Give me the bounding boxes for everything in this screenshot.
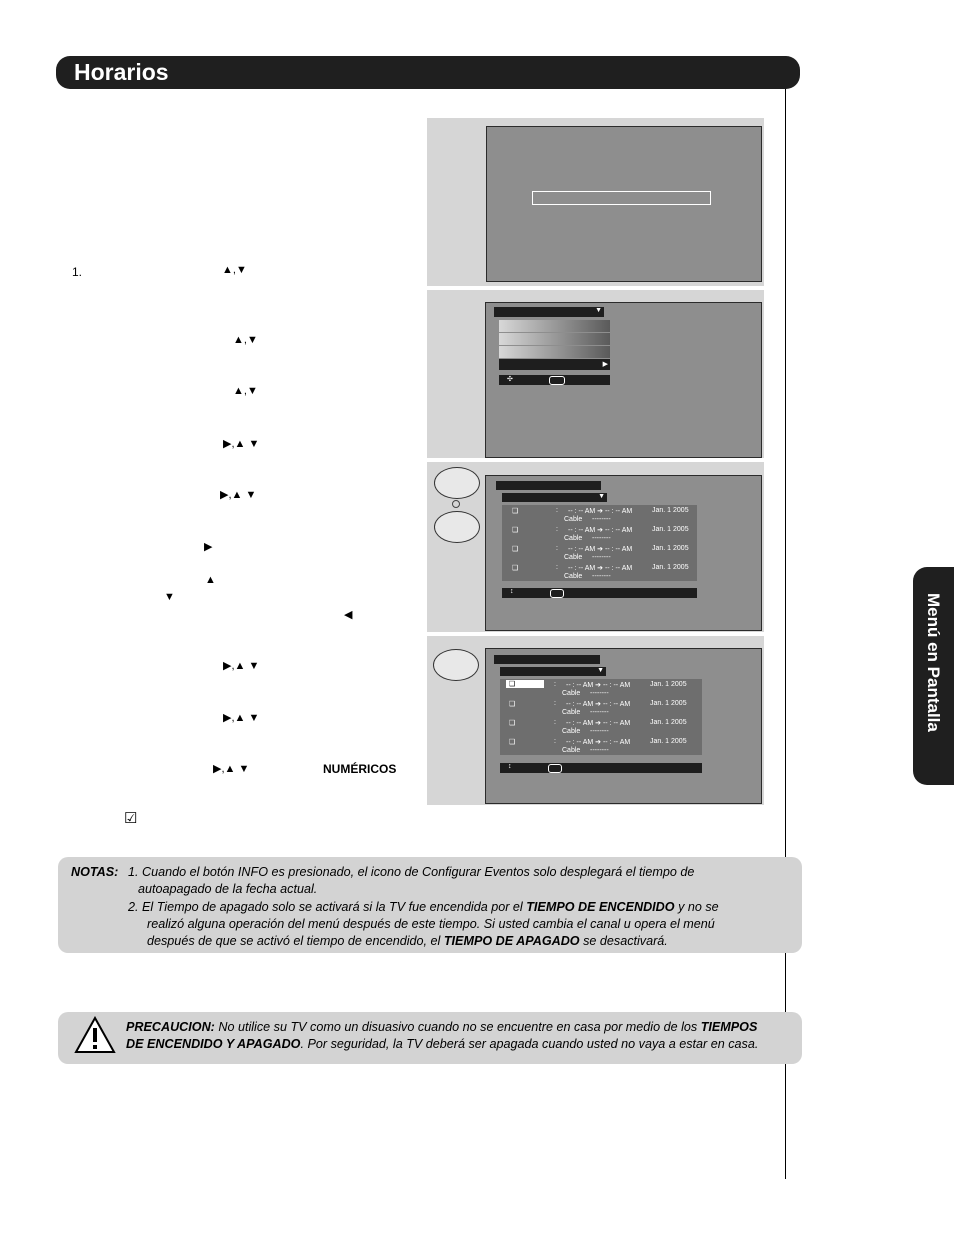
right-up-down-arrows-3: ▶,▲ ▼ <box>223 660 260 672</box>
screen-footer-bar <box>502 588 697 598</box>
screen-panel-4 <box>427 636 764 805</box>
chevron-down-icon: ▼ <box>597 667 604 674</box>
left-arrow-1: ◀ <box>344 609 353 621</box>
event-list <box>500 679 702 755</box>
checkbox-empty-icon: ❑ <box>512 508 519 515</box>
numericos-label: NUMÉRICOS <box>323 762 397 776</box>
chevron-down-icon: ▼ <box>598 493 605 500</box>
right-up-down-arrows-1: ▶,▲ ▼ <box>223 438 260 450</box>
menu-item-4-selected[interactable] <box>499 359 610 370</box>
or-separator-icon <box>452 500 460 508</box>
list-item[interactable]: ❑ : -- : -- AM ➔ -- : -- AM Jan. 1 2005 Cable -------- <box>509 719 687 735</box>
checkbox-empty-icon: ❑ <box>509 720 516 727</box>
up-down-icon: ↕ <box>508 763 512 770</box>
right-up-down-arrows-2: ▶,▲ ▼ <box>220 489 257 501</box>
event-list <box>502 505 697 581</box>
caution-line-2: DE ENCENDIDO Y APAGADO. Por seguridad, la TV deberá ser apagada cuando usted no vaya a estar en casa. <box>126 1037 759 1051</box>
checkbox-empty-icon: ❑ <box>512 546 519 553</box>
list-item[interactable]: ❑ : -- : -- AM ➔ -- : -- AM Jan. 1 2005 Cable -------- <box>512 564 689 580</box>
page-header-banner <box>56 56 800 89</box>
note-2-line-1: 2. El Tiempo de apagado solo se activará si la TV fue encendida por el TIEMPO DE ENCENDIDO y no se <box>128 900 719 914</box>
up-down-arrows-3: ▲,▼ <box>233 385 258 397</box>
screen-footer-bar <box>500 763 702 773</box>
checkbox-empty-icon: ❑ <box>509 681 516 688</box>
menu-header-bar <box>494 307 604 317</box>
page-title: Horarios <box>74 59 169 85</box>
dropdown-bar <box>502 493 607 502</box>
down-arrow-1: ▼ <box>164 591 175 603</box>
screen-title-bar <box>494 655 600 664</box>
screen-panel-3 <box>427 462 764 632</box>
list-item[interactable]: ❑ : -- : -- AM ➔ -- : -- AM Jan. 1 2005 Cable -------- <box>509 738 687 754</box>
list-item[interactable]: ❑ : -- : -- AM ➔ -- : -- AM Jan. 1 2005 Cable -------- <box>512 507 689 523</box>
note-1-line-1: 1. Cuando el botón INFO es presionado, el icono de Configurar Eventos solo desplegará el tiempo de <box>128 865 695 879</box>
chevron-right-icon: ▶ <box>602 361 608 368</box>
button-icon <box>550 589 564 598</box>
button-icon <box>548 764 562 773</box>
side-tab-label: Menú en Pantalla <box>924 593 943 732</box>
note-2-line-2: realizó alguna operación del menú después de este tiempo. Si usted cambia el canal u opera el menú <box>147 917 715 931</box>
nav-arrows-icon: ✣ <box>507 376 513 383</box>
tv-screen-1 <box>486 126 762 282</box>
screen-panel-1 <box>427 118 764 286</box>
note-1-line-2: autoapagado de la fecha actual. <box>138 882 318 896</box>
menu-footer-bar <box>499 375 610 385</box>
checkbox-empty-icon: ❑ <box>512 565 519 572</box>
checkbox-icon: ☑ <box>124 810 138 827</box>
remote-select-button-icon <box>434 467 480 499</box>
checkbox-empty-icon: ❑ <box>509 701 516 708</box>
caution-line-1: PRECAUCION: No utilice su TV como un disuasivo cuando no se encuentre en casa por medio de los TIEMPOS <box>126 1020 758 1034</box>
remote-right-button-icon <box>434 511 480 543</box>
right-up-down-arrows-4: ▶,▲ ▼ <box>223 712 260 724</box>
right-up-down-arrows-5: ▶,▲ ▼ <box>213 763 250 775</box>
tv-screen-4 <box>485 648 762 804</box>
notes-box <box>58 857 802 953</box>
notes-label: NOTAS: <box>71 865 119 879</box>
tv-screen-2 <box>485 302 762 458</box>
menu-item-3[interactable] <box>499 346 610 358</box>
up-down-arrows-1: ▲,▼ <box>222 264 247 276</box>
selection-box <box>532 191 711 205</box>
note-2-line-3: después de que se activó el tiempo de encendido, el TIEMPO DE APAGADO se desactivará. <box>147 934 668 948</box>
step-1-number: 1. <box>72 265 83 279</box>
list-item[interactable]: ❑ : -- : -- AM ➔ -- : -- AM Jan. 1 2005 Cable -------- <box>512 545 689 561</box>
menu-item-2[interactable] <box>499 333 610 345</box>
checkbox-empty-icon: ❑ <box>509 739 516 746</box>
caution-box <box>58 1012 802 1064</box>
up-down-icon: ↕ <box>510 588 514 595</box>
up-down-arrows-2: ▲,▼ <box>233 334 258 346</box>
checkbox-empty-icon: ❑ <box>512 527 519 534</box>
button-icon <box>549 376 565 385</box>
tv-screen-3 <box>485 475 762 631</box>
list-item-selected[interactable]: ❑ : -- : -- AM ➔ -- : -- AM Jan. 1 2005 Cable -------- <box>500 679 702 698</box>
remote-down-button-icon <box>433 649 479 681</box>
right-arrow-1: ▶ <box>204 541 213 553</box>
list-item[interactable]: ❑ : -- : -- AM ➔ -- : -- AM Jan. 1 2005 Cable -------- <box>509 700 687 716</box>
menu-item-1[interactable] <box>499 320 610 332</box>
side-section-tab <box>913 567 954 785</box>
dropdown-bar <box>500 667 606 676</box>
list-item[interactable]: ❑ : -- : -- AM ➔ -- : -- AM Jan. 1 2005 Cable -------- <box>512 526 689 542</box>
warning-icon <box>74 1016 116 1054</box>
screen-title-bar <box>496 481 601 490</box>
up-arrow-1: ▲ <box>205 574 216 586</box>
screen-panel-2 <box>427 290 764 458</box>
chevron-down-icon: ▼ <box>595 307 602 314</box>
